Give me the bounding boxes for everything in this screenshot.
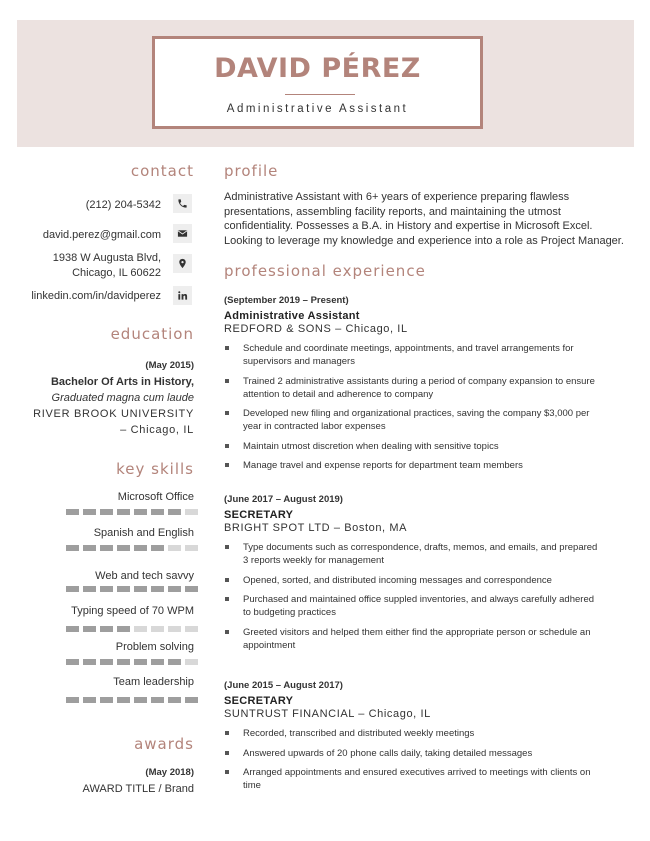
job-date: (June 2017 – August 2019): [224, 494, 343, 505]
job-bullets: [224, 727, 624, 792]
skill-level-bar: [66, 697, 198, 703]
profile-summary: Administrative Assistant with 6+ years of experience preparing flawless presentations, assembling facility reports, and maintaining the utmost confidentiality. Possesses a B.A. in History and expertise in Microsoft Excel. Looking to leverage my knowledge and experience into a role as Project Manager.: [224, 191, 624, 247]
skill-level-segment: [100, 626, 113, 632]
skill-level-segment: [83, 545, 96, 551]
linkedin-icon: [173, 286, 192, 305]
skill-level-segment: [185, 626, 198, 632]
job-bullet: Manage travel and expense reports for department team members: [224, 459, 604, 472]
skill-level-segment: [100, 659, 113, 665]
skill-level-segment: [117, 697, 130, 703]
skill-level-segment: [151, 545, 164, 551]
skill-level-segment: [151, 586, 164, 592]
skill-label: Web and tech savvy: [95, 570, 194, 582]
skill-level-bar: [66, 586, 198, 592]
skill-level-segment: [151, 697, 164, 703]
skill-level-segment: [66, 697, 79, 703]
job-company: REDFORD & SONS – Chicago, IL: [224, 323, 408, 335]
skill-label: Typing speed of 70 WPM: [71, 605, 194, 617]
profile-heading: profile: [224, 162, 279, 180]
skill-level-bar: [66, 509, 198, 515]
job-bullet: Opened, sorted, and distributed incoming messages and correspondence: [224, 574, 604, 587]
job-role: Administrative Assistant: [224, 310, 360, 322]
skill-level-segment: [117, 509, 130, 515]
job-role: SECRETARY: [224, 509, 294, 521]
name-box: [152, 36, 483, 129]
skill-level-segment: [134, 659, 147, 665]
skill-level-segment: [168, 626, 181, 632]
skill-level-segment: [66, 659, 79, 665]
envelope-icon: [173, 224, 192, 243]
skill-level-segment: [168, 509, 181, 515]
contact-address-line2: Chicago, IL 60622: [72, 267, 161, 279]
education-school: RIVER BROOK UNIVERSITY: [33, 408, 194, 420]
skill-level-segment: [100, 586, 113, 592]
candidate-name: DAVID PÉREZ: [214, 53, 421, 84]
job-role: SECRETARY: [224, 695, 294, 707]
skill-level-segment: [66, 545, 79, 551]
skill-level-segment: [100, 697, 113, 703]
skill-level-segment: [134, 697, 147, 703]
skills-heading: key skills: [116, 460, 194, 478]
skill-level-segment: [66, 586, 79, 592]
awards-heading: awards: [134, 735, 194, 753]
job-bullet: Greeted visitors and helped them either find the appropriate person or schedule an appointment: [224, 626, 604, 652]
job-entry: [224, 295, 624, 479]
skill-level-segment: [66, 509, 79, 515]
skill-level-bar: [66, 626, 198, 632]
skill-level-segment: [168, 697, 181, 703]
skill-level-segment: [168, 545, 181, 551]
job-bullet: Maintain utmost discretion when dealing with sensitive topics: [224, 440, 604, 453]
job-date: (September 2019 – Present): [224, 295, 349, 306]
skill-level-segment: [117, 545, 130, 551]
awards-block: [17, 765, 194, 797]
job-bullets: [224, 541, 624, 652]
contact-heading: contact: [130, 162, 194, 180]
skill-level-segment: [83, 626, 96, 632]
skill-level-segment: [134, 626, 147, 632]
skill-level-segment: [151, 626, 164, 632]
contact-phone: (212) 204-5342: [85, 199, 161, 211]
name-divider: [285, 94, 355, 95]
skill-level-segment: [151, 659, 164, 665]
skill-level-segment: [100, 545, 113, 551]
skill-label: Spanish and English: [93, 527, 194, 539]
skill-level-segment: [117, 626, 130, 632]
job-entry: [224, 680, 624, 799]
experience-heading: professional experience: [224, 262, 426, 280]
skill-level-bar: [66, 545, 198, 551]
skill-level-segment: [117, 659, 130, 665]
job-bullet: Developed new filing and organizational practices, saving the company $3,000 per year in contracted labor expenses: [224, 407, 604, 433]
job-bullet: Recorded, transcribed and distributed weekly meetings: [224, 727, 604, 740]
skill-level-segment: [185, 545, 198, 551]
award-title: AWARD TITLE / Brand: [82, 783, 194, 795]
contact-address-line1: 1938 W Augusta Blvd,: [52, 252, 161, 264]
skill-level-segment: [134, 586, 147, 592]
skill-level-segment: [83, 659, 96, 665]
job-bullets: [224, 342, 624, 472]
job-bullet: Trained 2 administrative assistants during a period of company expansion to ensure attention to detail and adherence to company: [224, 375, 604, 401]
skill-level-segment: [185, 697, 198, 703]
education-degree: Bachelor Of Arts in History,: [50, 376, 194, 388]
award-date: (May 2018): [145, 767, 194, 778]
contact-linkedin[interactable]: linkedin.com/in/davidperez: [31, 290, 161, 302]
skill-label: Problem solving: [115, 641, 194, 653]
skill-label: Team leadership: [113, 676, 194, 688]
job-bullet: Schedule and coordinate meetings, appointments, and travel arrangements for supervisors and managers: [224, 342, 604, 368]
job-company: BRIGHT SPOT LTD – Boston, MA: [224, 522, 408, 534]
skill-level-segment: [117, 586, 130, 592]
skill-level-segment: [83, 509, 96, 515]
skill-level-segment: [100, 509, 113, 515]
skill-level-segment: [185, 509, 198, 515]
education-date: (May 2015): [145, 360, 194, 371]
skill-level-segment: [185, 659, 198, 665]
education-heading: education: [110, 325, 194, 343]
job-title: Administrative Assistant: [226, 103, 409, 115]
skill-level-bar: [66, 659, 198, 665]
job-bullet: Answered upwards of 20 phone calls daily, taking detailed messages: [224, 747, 604, 760]
job-bullet: Arranged appointments and ensured executives arrived to meetings with clients on time: [224, 766, 604, 792]
skill-level-segment: [134, 545, 147, 551]
phone-icon: [173, 194, 192, 213]
map-pin-icon: [173, 254, 192, 273]
skill-level-segment: [83, 586, 96, 592]
job-bullet: Type documents such as correspondence, drafts, memos, and emails, and prepared 3 reports weekly for management: [224, 541, 604, 567]
education-block: [17, 358, 194, 438]
skill-level-segment: [151, 509, 164, 515]
skill-level-segment: [134, 509, 147, 515]
skill-label: Microsoft Office: [117, 491, 194, 503]
skill-level-segment: [185, 586, 198, 592]
skill-level-segment: [66, 626, 79, 632]
job-entry: [224, 494, 624, 658]
skill-level-segment: [168, 659, 181, 665]
skill-level-segment: [168, 586, 181, 592]
education-location: – Chicago, IL: [120, 424, 194, 436]
contact-email[interactable]: david.perez@gmail.com: [42, 229, 161, 241]
job-date: (June 2015 – August 2017): [224, 680, 343, 691]
job-company: SUNTRUST FINANCIAL – Chicago, IL: [224, 708, 431, 720]
skill-level-segment: [83, 697, 96, 703]
education-honors: Graduated magna cum laude: [51, 392, 194, 404]
job-bullet: Purchased and maintained office suppled inventories, and always carefully adhered to budgeting practices: [224, 593, 604, 619]
